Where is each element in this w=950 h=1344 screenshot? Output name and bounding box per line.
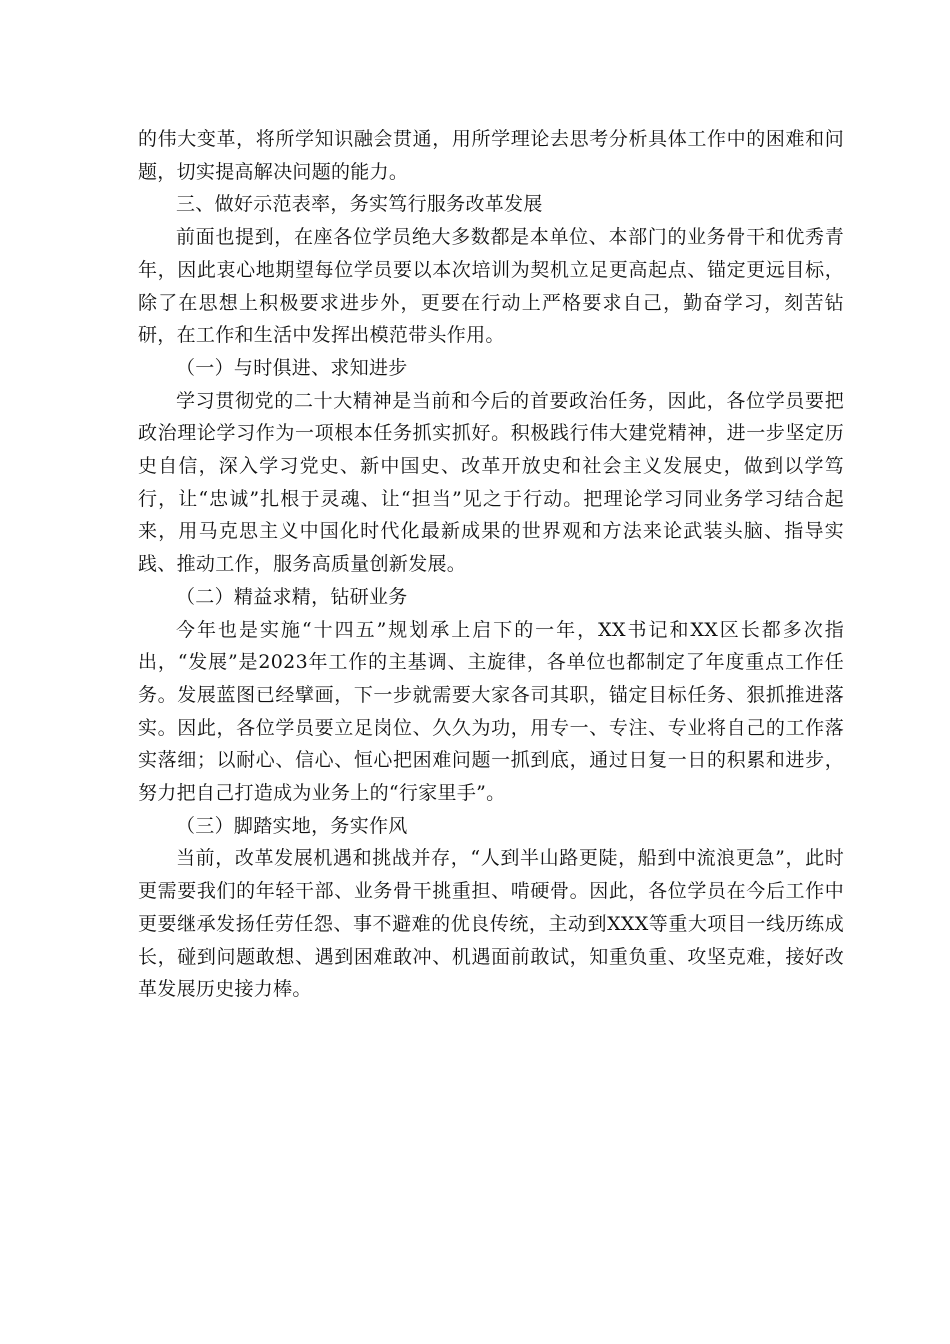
paragraph-subsection-1: 学习贯彻党的二十大精神是当前和今后的首要政治任务，因此，各位学员要把政治理论学习作为一项根本任务抓实抓好。积极践行伟大建党精神，进一步坚定历史自信，深入学习党史、新中国史、改革开放史和社会主义发展史，做到以学笃行，让“忠诚”扎根于灵魂、让“担当”见之于行动。把理论学习同业务学习结合起来，用马克思主义中国化时代化最新成果的世界观和方法来论武装头脑、指导实践、推动工作，服务高质量创新发展。: [138, 389, 844, 576]
paragraph-section-3-intro: 前面也提到，在座各位学员绝大多数都是本单位、本部门的业务骨干和优秀青年，因此衷心地期望每位学员要以本次培训为契机立足更高起点、锚定更远目标，除了在思想上积极要求进步外，更要在行动上严格要求自己，勤奋学习，刻苦钻研，在工作和生活中发挥出模范带头作用。: [138, 226, 844, 347]
paragraph-subsection-2: 今年也是实施“十四五”规划承上启下的一年，XX书记和XX区长都多次指出，“发展”是2023年工作的主基调、主旋律，各单位也都制定了年度重点工作任务。发展蓝图已经擘画，下一步就需要大家各司其职，锚定目标任务、狠抓推进落实。因此，各位学员要立足岗位、久久为功，用专一、专注、专业将自己的工作落实落细；以耐心、信心、恒心把困难问题一抓到底，通过日复一日的积累和进步，努力把自己打造成为业务上的“行家里手”。: [138, 618, 844, 805]
paragraph-subsection-3: 当前，改革发展机遇和挑战并存，“人到半山路更陡，船到中流浪更急”，此时更需要我们的年轻干部、业务骨干挑重担、啃硬骨。因此，各位学员在今后工作中更要继承发扬任劳任怨、事不避难的优良传统，主动到XXX等重大项目一线历练成长，碰到问题敢想、遇到困难敢冲、机遇面前敢试，知重负重、攻坚克难，接好改革发展历史接力棒。: [138, 847, 844, 1001]
subheading-2: （二）精益求精，钻研业务: [176, 585, 408, 608]
subheading-3: （三）脚踏实地，务实作风: [176, 814, 408, 837]
section-heading-3: 三、做好示范表率，务实笃行服务改革发展: [176, 193, 543, 216]
document-body: [138, 123, 844, 1006]
paragraph-continuation: 的伟大变革，将所学知识融会贯通，用所学理论去思考分析具体工作中的困难和问题，切实提高解决问题的能力。: [138, 128, 844, 183]
subheading-1: （一）与时俱进、求知进步: [176, 356, 408, 379]
